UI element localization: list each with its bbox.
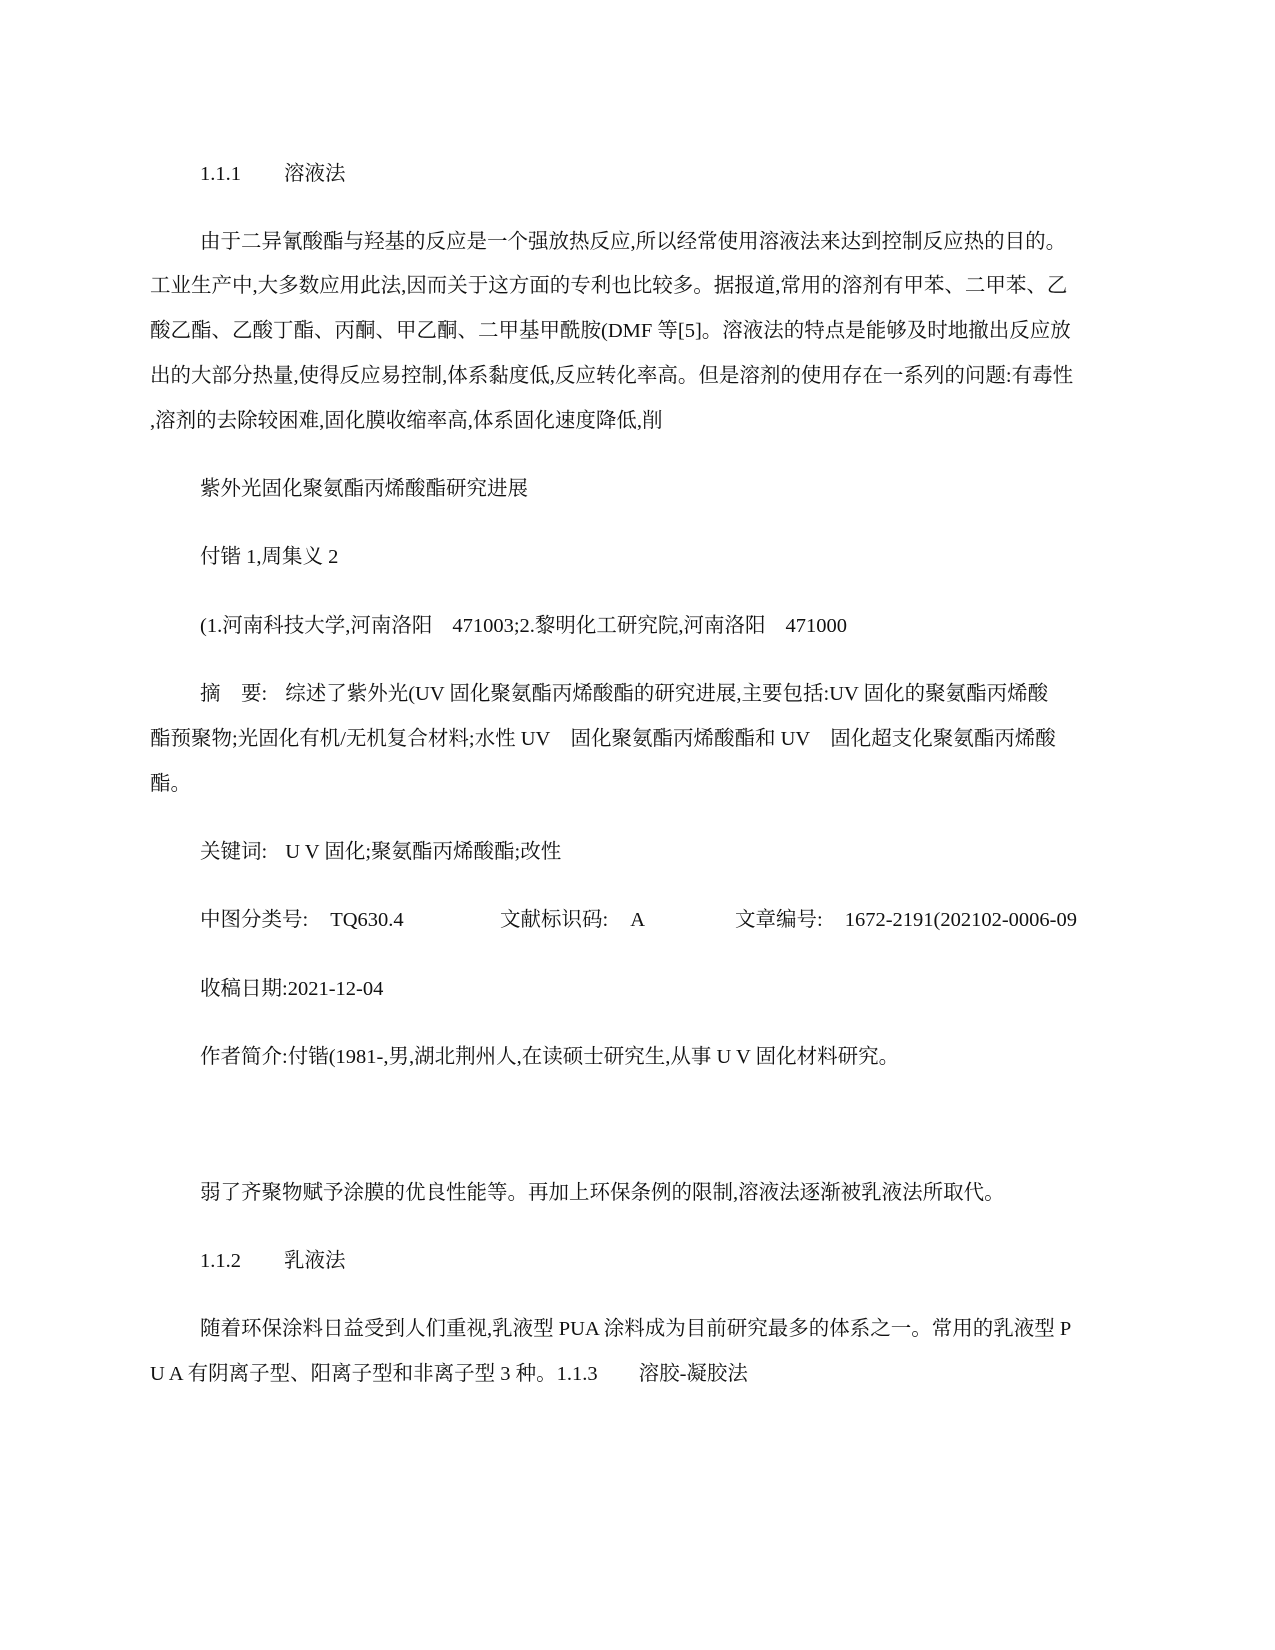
keywords-value: U V 固化;聚氨酯丙烯酸酯;改性 <box>285 841 562 863</box>
paragraph-line: 出的大部分热量,使得反应易控制,体系黏度低,反应转化率高。但是溶剂的使用存在一系列的问题:有毒性 <box>150 365 1074 387</box>
section-title: 溶胶-凝胶法 <box>638 1363 748 1385</box>
paper-title: 紫外光固化聚氨酯丙烯酸酯研究进展 <box>200 478 528 500</box>
section-heading-1-1-1 <box>200 164 346 185</box>
section-title: 乳液法 <box>284 1250 346 1272</box>
paragraph-line: 工业生产中,大多数应用此法,因而关于这方面的专利也比较多。据报道,常用的溶剂有甲苯、二甲苯、乙 <box>150 275 1068 297</box>
paragraph-line: 随着环保涂料日益受到人们重视,乳液型 PUA 涂料成为目前研究最多的体系之一。常用的乳液型 P <box>200 1318 1072 1340</box>
section-number: 1.1.2 <box>200 1250 241 1272</box>
keywords-label: 关键词: <box>200 841 268 863</box>
paragraph-line: 酸乙酯、乙酸丁酯、丙酮、甲乙酮、二甲基甲酰胺(DMF 等[5]。溶液法的特点是能够及时地撤出反应放 <box>150 320 1071 342</box>
doc-code-label: 文献标识码: <box>500 909 609 931</box>
section-number: 1.1.1 <box>200 163 241 185</box>
clc-label: 中图分类号: <box>200 909 309 931</box>
abstract-text: 酯。 <box>150 773 191 795</box>
paragraph-line: ,溶剂的去除较困难,固化膜收缩率高,体系固化速度降低,削 <box>150 410 663 432</box>
doc-code-value: A <box>630 909 646 931</box>
paragraph-line: U A 有阴离子型、阳离子型和非离子型 3 种。 <box>150 1363 557 1385</box>
abstract-text: 酯预聚物;光固化有机/无机复合材料;水性 UV 固化聚氨酯丙烯酸酯和 UV 固化超支化聚氨酯丙烯酸 <box>150 728 1056 750</box>
classification-row <box>200 910 1077 931</box>
abstract-text: 综述了紫外光(UV 固化聚氨酯丙烯酸酯的研究进展,主要包括:UV 固化的聚氨酯丙烯酸 <box>285 683 1049 705</box>
article-number-label: 文章编号: <box>735 909 823 931</box>
section-title: 溶液法 <box>284 163 346 185</box>
authors: 付锴 1,周集义 2 <box>200 546 339 568</box>
keywords <box>200 842 561 863</box>
section-heading-1-1-2 <box>200 1251 346 1272</box>
clc-value: TQ630.4 <box>330 909 404 931</box>
paragraph-continuation: 弱了齐聚物赋予涂膜的优良性能等。再加上环保条例的限制,溶液法逐渐被乳液法所取代。 <box>200 1182 1005 1204</box>
section-number: 1.1.3 <box>556 1363 598 1385</box>
author-bio: 作者简介:付锴(1981-,男,湖北荆州人,在读硕士研究生,从事 U V 固化材料研究。 <box>200 1046 900 1068</box>
abstract-label: 摘 要: <box>200 683 268 705</box>
affiliation: (1.河南科技大学,河南洛阳 471003;2.黎明化工研究院,河南洛阳 471000 <box>200 615 848 637</box>
article-number-value: 1672-2191(202102-0006-09 <box>844 909 1078 931</box>
paragraph-line: 由于二异氰酸酯与羟基的反应是一个强放热反应,所以经常使用溶液法来达到控制反应热的目的。 <box>200 231 1067 253</box>
received-date: 收稿日期:2021-12-04 <box>200 978 384 1000</box>
section-heading-1-1-3 <box>557 1363 748 1385</box>
